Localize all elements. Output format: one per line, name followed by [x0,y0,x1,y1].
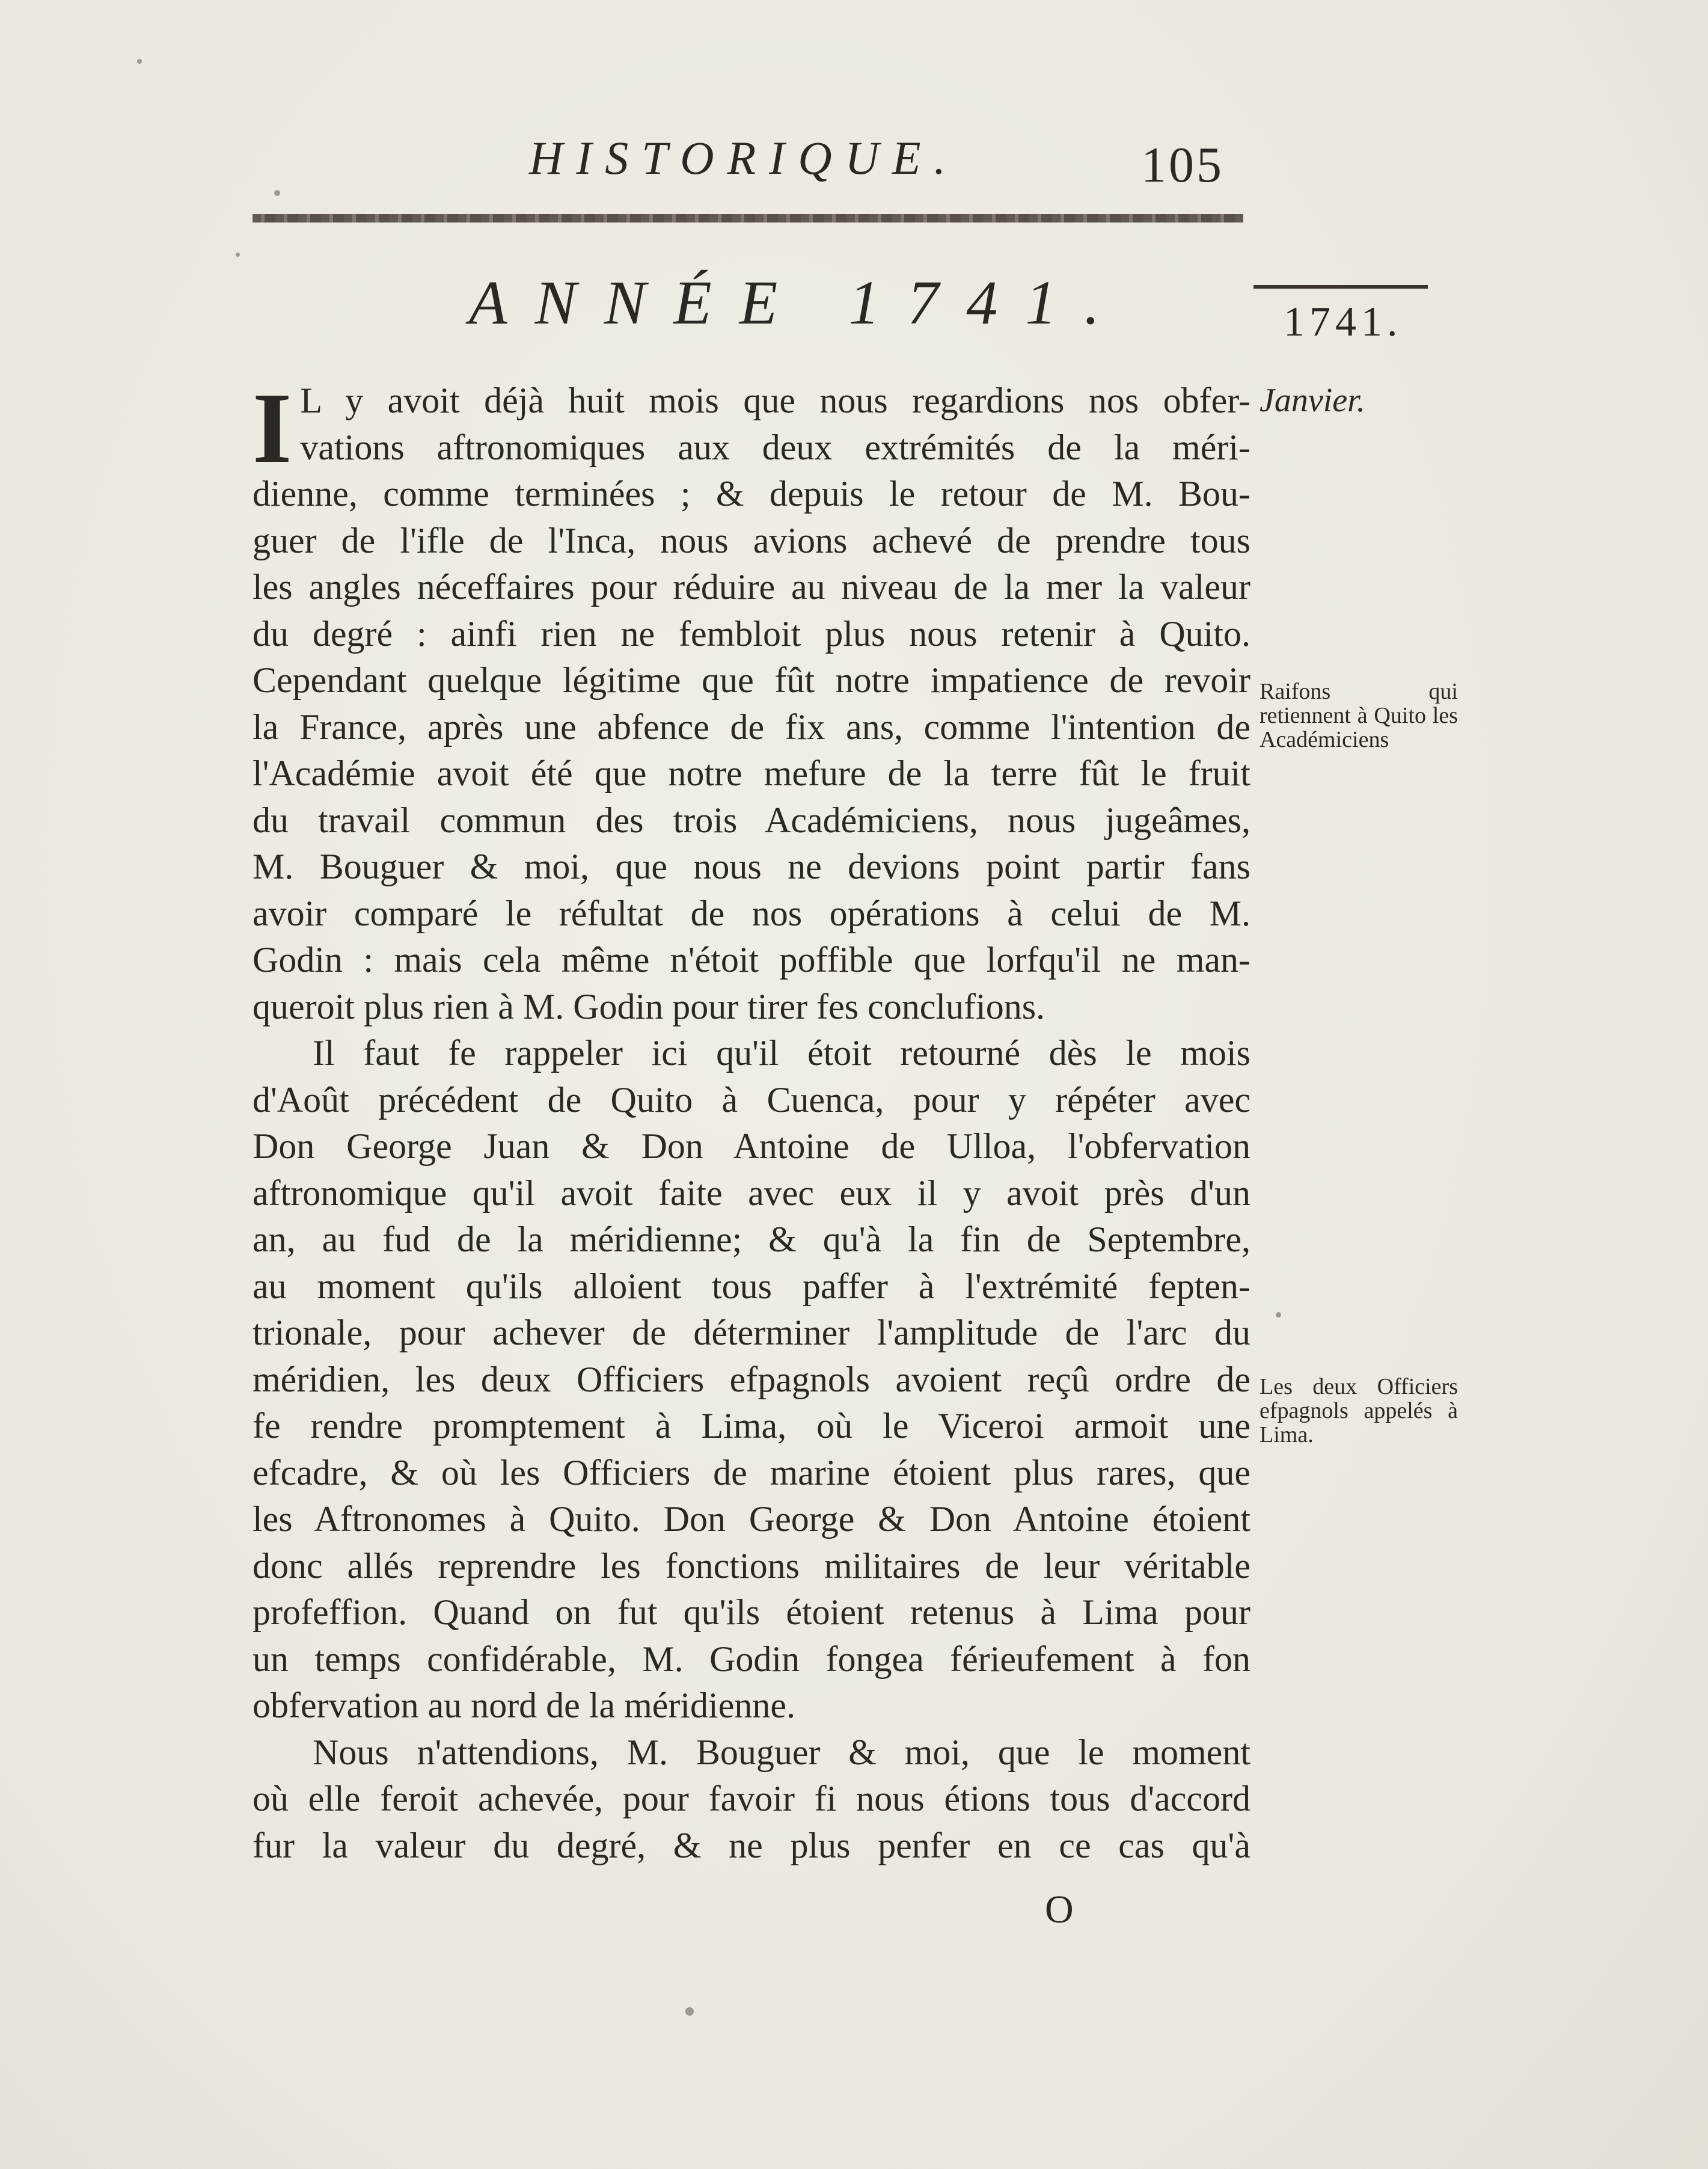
running-title: HISTORIQUE. [529,132,960,184]
paper-speck [1276,1312,1281,1318]
text-line: Don George Juan & Don Antoine de Ulloa, l'obfervation [253,1126,1250,1166]
paragraph-3 [253,1729,1250,1870]
paper-speck [137,59,142,64]
text-line: vations aftronomiques aux deux extrémités de la méri- [300,427,1250,467]
text-line: les angles néceffaires pour réduire au niveau de la mer la valeur [253,567,1250,607]
text-line: dienne, comme terminées ; & depuis le retour de M. Bou- [253,474,1250,514]
text-line: Godin : mais cela même n'étoit poffible que lorfqu'il ne man- [253,940,1250,980]
text-line: d'Août précédent de Quito à Cuenca, pour y répéter avec [253,1079,1250,1120]
text-line: profeffion. Quand on fut qu'ils étoient retenus à Lima pour [253,1592,1250,1632]
text-line: efcadre, & où les Officiers de marine étoient plus rares, que [253,1452,1250,1493]
paper-speck [274,190,280,196]
text-line: M. Bouguer & moi, que nous ne devions point partir fans [253,847,1250,886]
text-line: donc allés reprendre les fonctions militaires de leur véritable [253,1545,1250,1586]
year-heading: ANNÉE 1741. [469,268,1128,337]
text-line: obfervation au nord de la méridienne. [253,1686,795,1725]
text-line: L y avoit déjà huit mois que nous regardions nos obfer- [300,381,1250,420]
text-line: Il faut fe rappeler ici qu'il étoit retourné dès le mois [313,1033,1250,1073]
margin-year: 1741. [1284,299,1403,345]
text-line: Nous n'attendions, M. Bouguer & moi, que le moment [313,1732,1250,1772]
text-line: où elle feroit achevée, pour favoir fi nous étions tous d'accord [253,1779,1250,1818]
text-line: avoir comparé le réfultat de nos opérations à celui de M. [253,893,1250,933]
text-line: fur la valeur du degré, & ne plus penfer en ce cas qu'à [253,1825,1250,1865]
paragraph-2 [253,1030,1250,1729]
text-line: fe rendre promptement à Lima, où le Viceroi armoit une [253,1406,1250,1446]
text-line: trionale, pour achever de déterminer l'amplitude de l'arc du [253,1313,1250,1352]
text-line: du travail commun des trois Académiciens, nous jugeâmes, [253,800,1250,840]
margin-rule [1253,285,1428,289]
text-line: la France, après une abfence de fix ans, comme l'intention de [253,707,1250,747]
page-number: 105 [1141,137,1224,193]
paragraph-1 [253,372,1250,1030]
paper-speck [236,253,240,257]
header-rule [253,214,1243,222]
text-line: un temps confidérable, M. Godin fongea férieufement à fon [253,1639,1250,1679]
text-line: Cependant quelque légitime que fût notre impatience de revoir [253,660,1250,700]
margin-note-raisons: Raifons qui retiennent à Quito les Académiciens [1260,679,1458,752]
text-line: les Aftronomes à Quito. Don George & Don Antoine étoient [253,1499,1250,1539]
text-line: du degré : ainfi rien ne fembloit plus nous retenir à Quito. [253,613,1250,654]
text-line: aftronomique qu'il avoit faite avec eux il y avoit près d'un [253,1173,1250,1213]
text-line: l'Académie avoit été que notre mefure de la terre fût le fruit [253,753,1250,793]
body-text [253,372,1250,1869]
signature-mark: O [1045,1888,1074,1931]
margin-note-officiers: Les deux Officiers efpagnols appelés à Lima. [1260,1374,1458,1447]
text-line: an, au fud de la méridienne; & qu'à la fin de Septembre, [253,1219,1250,1259]
text-line: queroit plus rien à M. Godin pour tirer fes conclufions. [253,986,1045,1026]
text-line: au moment qu'ils alloient tous paffer à l'extrémité fepten- [253,1266,1250,1306]
paper-speck [685,2007,694,2016]
margin-note-janvier: Janvier. [1260,382,1365,419]
text-line: méridien, les deux Officiers efpagnols avoient reçû ordre de [253,1359,1250,1399]
text-line: guer de l'ifle de l'Inca, nous avions achevé de prendre tous [253,520,1250,560]
drop-cap: I [253,372,292,484]
